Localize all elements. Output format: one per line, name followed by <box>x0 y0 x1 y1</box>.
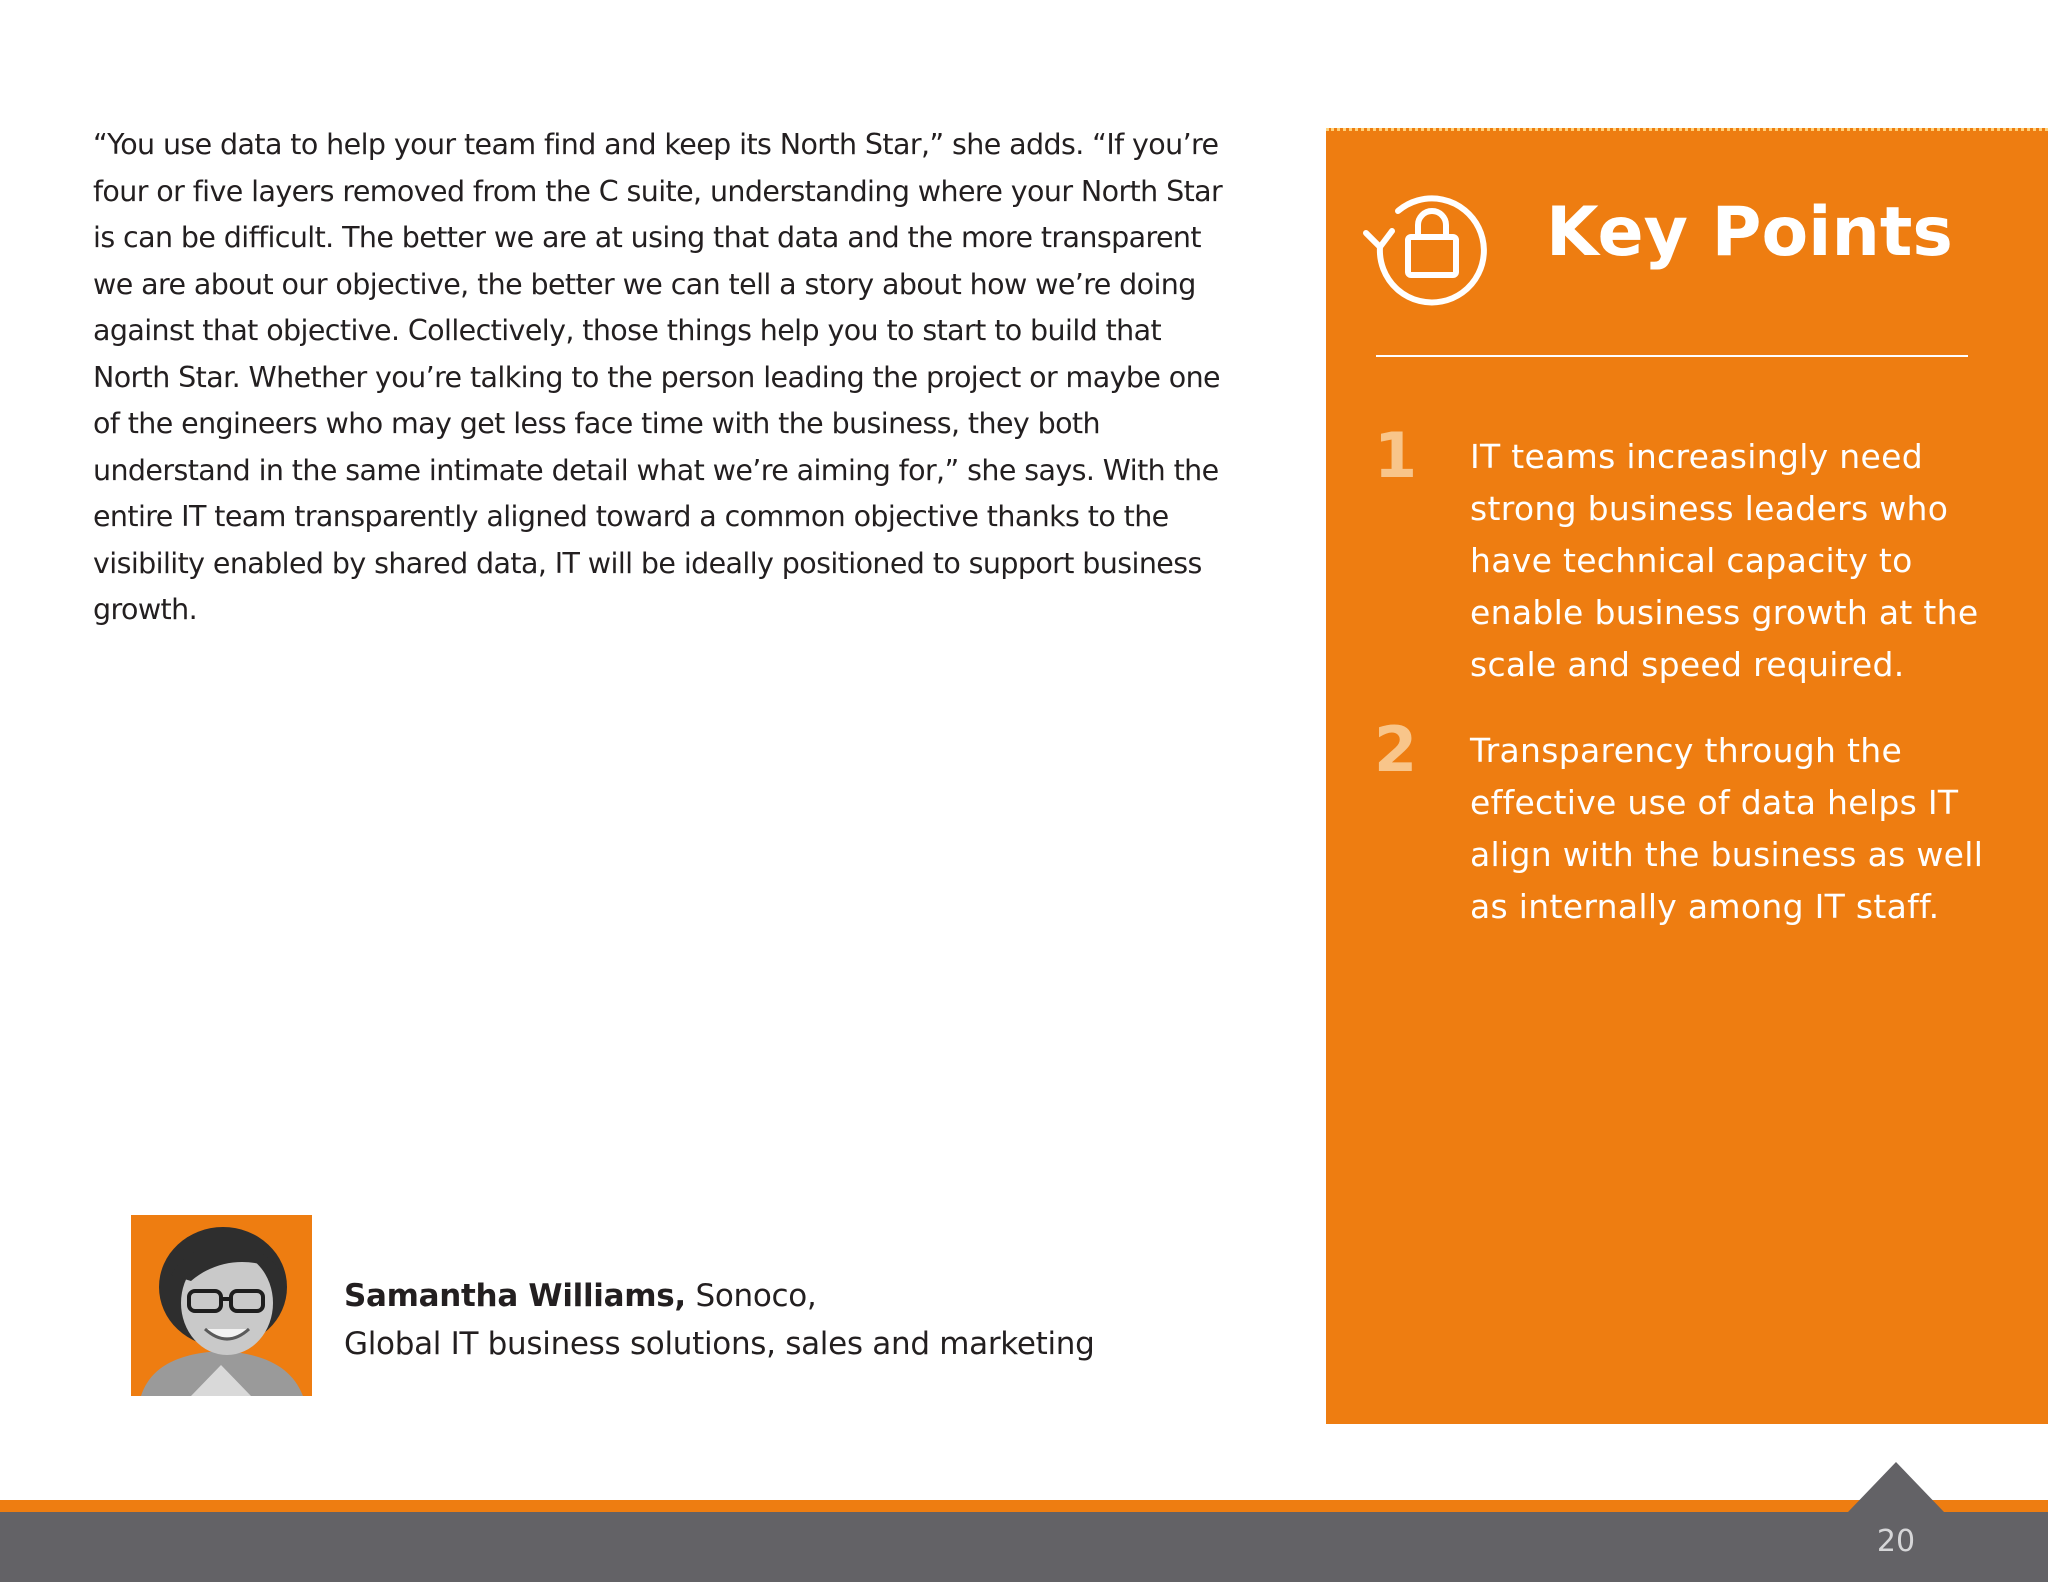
key-point-text: IT teams increasingly need strong business leaders who have technical capacity to enable business growth at the scale and speed required. <box>1470 437 1979 684</box>
portrait-photo <box>131 1215 312 1396</box>
key-point-number: 1 <box>1374 419 1418 492</box>
key-point-number: 2 <box>1374 713 1418 786</box>
footer-accent-stripe <box>0 1500 2048 1512</box>
page-number: 20 <box>1876 1524 1916 1559</box>
key-point-text: Transparency through the effective use of data helps IT align with the business as well as internally among IT staff. <box>1470 731 1984 926</box>
attribution <box>344 1272 1095 1368</box>
refresh-lock-icon <box>1360 171 1500 311</box>
key-points-title: Key Points <box>1546 193 1953 272</box>
footer-bar <box>0 1512 2048 1582</box>
attribution-name: Samantha Williams, <box>344 1278 686 1314</box>
key-points-panel <box>1326 128 2048 1424</box>
attribution-company: Sonoco, <box>685 1278 817 1314</box>
article-body: “You use data to help your team find and keep its North Star,” she adds. “If you’re four or five layers removed from the C suite, understanding where your North Star is can be difficult. The better we are at using that data and the more transparent we are about our objective, the better we can tell a story about how we’re doing against that objective. Collectively, those things help you to start to build that North Star. Whether you’re talking to the person leading the project or maybe one of the engineers who may get less face time with the business, they both understand in the same intimate detail what we’re aiming for,” she says. With the entire IT team transparently aligned toward a common objective thanks to the visibility enabled by shared data, IT will be ideally positioned to support business growth. <box>93 128 1223 626</box>
footer-triangle-tab <box>1848 1462 1944 1512</box>
portrait-image <box>131 1215 312 1396</box>
key-points-divider <box>1376 355 1968 357</box>
attribution-role: Global IT business solutions, sales and marketing <box>344 1326 1095 1362</box>
